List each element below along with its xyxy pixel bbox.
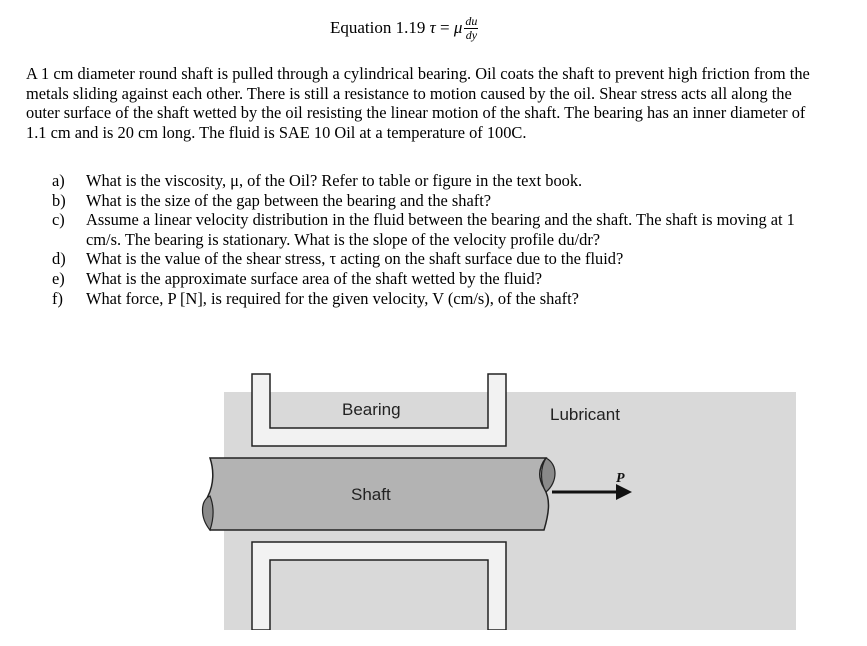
question-list (52, 171, 812, 308)
question-marker: c) (52, 210, 65, 230)
equation-denominator: dy (465, 27, 478, 42)
bearing-label: Bearing (342, 400, 401, 419)
question-marker: d) (52, 249, 66, 269)
equation-equals: = (439, 18, 450, 37)
question-marker: e) (52, 268, 65, 288)
bearing-shaft-figure (196, 368, 796, 630)
question-marker: f) (52, 288, 63, 308)
question-item (52, 191, 812, 211)
problem-statement (26, 64, 816, 142)
question-text: What is the size of the gap between the bearing and the shaft? (86, 190, 492, 210)
lubricant-label: Lubricant (550, 405, 620, 424)
equation-fraction (464, 15, 478, 42)
question-item (52, 171, 812, 191)
equation-tau: τ (429, 18, 436, 37)
problem-paragraph: A 1 cm diameter round shaft is pulled through a cylindrical bearing. Oil coats the shaft to prevent high friction from the metals sliding against each other. There is still a resistance to motion caused by the oil. Shear stress acts all along the outer surface of the shaft wetted by the oil resisting the linear motion of the shaft. The bearing has an inner diameter of 1.1 cm and is 20 cm long. The fluid is SAE 10 Oil at a temperature of 100C. (26, 64, 810, 142)
question-item (52, 289, 812, 309)
equation-mu: μ (453, 18, 463, 37)
equation-numerator: du (465, 13, 478, 28)
question-text: Assume a linear velocity distribution in the fluid between the bearing and the shaft. The shaft is moving at 1 cm/s. The bearing is stationary. What is the slope of the velocity profile du/dr? (86, 210, 795, 249)
bearing-diagram (196, 368, 796, 630)
question-marker: a) (52, 171, 65, 190)
question-text: What is the viscosity, μ, of the Oil? Refer to table or figure in the text book. (86, 171, 583, 190)
question-text: What force, P [N], is required for the given velocity, V (cm/s), of the shaft? (86, 288, 579, 308)
force-label: P (616, 471, 625, 486)
shaft-left-end (203, 496, 214, 530)
question-text: What is the value of the shear stress, τ acting on the shaft surface due to the fluid? (86, 249, 624, 269)
question-item (52, 249, 812, 269)
shaft-label: Shaft (351, 485, 391, 504)
equation-header (330, 8, 478, 48)
question-item (52, 210, 812, 249)
question-text: What is the approximate surface area of the shaft wetted by the fluid? (86, 268, 543, 288)
question-marker: b) (52, 190, 66, 210)
equation-label: Equation 1.19 (330, 18, 426, 37)
question-item (52, 269, 812, 289)
